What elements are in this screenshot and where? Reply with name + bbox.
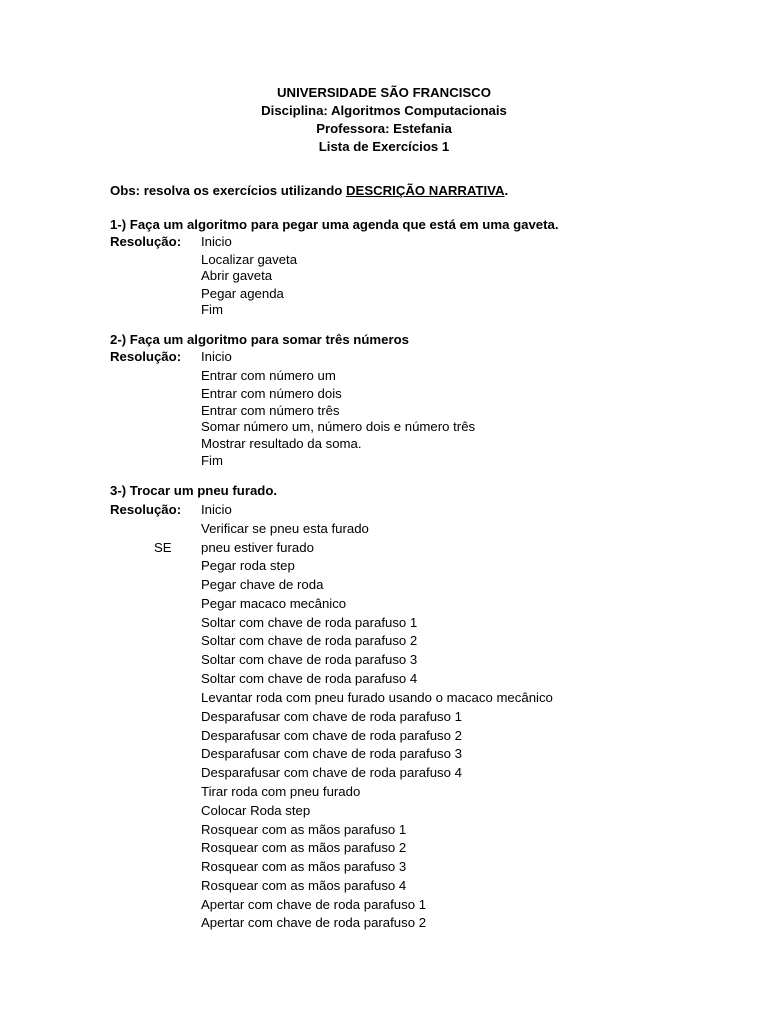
- exercise-1-step: Localizar gaveta: [201, 252, 298, 267]
- exercise-2-step: Entrar com número dois: [201, 386, 342, 401]
- exercise-2-step: Entrar com número um: [201, 368, 336, 383]
- exercise-3-step: Desparafusar com chave de roda parafuso 4: [201, 765, 462, 780]
- exercise-3-step: Inicio: [201, 502, 232, 517]
- exercise-3-step: Verificar se pneu esta furado: [201, 521, 369, 536]
- exercise-1-resolution-label: Resolução:: [110, 234, 182, 249]
- professor: Professora: Estefania: [316, 121, 452, 136]
- exercise-1-title: 1-) Faça um algoritmo para pegar uma agenda que está em uma gaveta.: [110, 217, 559, 232]
- exercise-3-title: 3-) Trocar um pneu furado.: [110, 483, 278, 498]
- discipline: Disciplina: Algoritmos Computacionais: [261, 103, 507, 118]
- exercise-3-step: Pegar roda step: [201, 558, 295, 573]
- exercise-3-step: Tirar roda com pneu furado: [201, 784, 361, 799]
- document-header: [0, 84, 768, 156]
- list-title: Lista de Exercícios 1: [318, 139, 450, 154]
- obs-prefix: Obs: resolva os exercícios utilizando: [110, 183, 346, 198]
- exercise-1-step: Inicio: [201, 234, 232, 249]
- exercise-3-step: Rosquear com as mãos parafuso 3: [201, 859, 407, 874]
- exercise-3-step: Colocar Roda step: [201, 803, 311, 818]
- exercise-1-step: Fim: [201, 302, 223, 317]
- exercise-3-step: Desparafusar com chave de roda parafuso 1: [201, 709, 462, 724]
- exercise-2-step: Mostrar resultado da soma.: [201, 436, 362, 451]
- exercise-3-step: Pegar macaco mecânico: [201, 596, 347, 611]
- exercise-3-step: Soltar com chave de roda parafuso 4: [201, 671, 418, 686]
- exercise-2-step: Fim: [201, 453, 223, 468]
- exercise-1-step: Pegar agenda: [201, 286, 284, 301]
- exercise-3-step: Desparafusar com chave de roda parafuso 3: [201, 746, 462, 761]
- exercise-3-step: Desparafusar com chave de roda parafuso 2: [201, 728, 462, 743]
- exercise-3-step: Levantar roda com pneu furado usando o macaco mecânico: [201, 690, 553, 705]
- exercise-3-step: Apertar com chave de roda parafuso 2: [201, 915, 427, 930]
- exercise-3-step: Apertar com chave de roda parafuso 1: [201, 897, 427, 912]
- obs-note: [110, 182, 508, 200]
- exercise-3-step: Rosquear com as mãos parafuso 4: [201, 878, 407, 893]
- exercise-3-step: Rosquear com as mãos parafuso 2: [201, 840, 407, 855]
- exercise-3-step: Soltar com chave de roda parafuso 3: [201, 652, 418, 667]
- exercise-3-step: Soltar com chave de roda parafuso 1: [201, 615, 418, 630]
- exercise-1-step: Abrir gaveta: [201, 268, 273, 283]
- obs-suffix: .: [504, 183, 509, 198]
- exercise-2-resolution-label: Resolução:: [110, 349, 182, 364]
- exercise-3-step: Rosquear com as mãos parafuso 1: [201, 822, 407, 837]
- exercise-2-step: Somar número um, número dois e número três: [201, 419, 476, 434]
- obs-emphasis: DESCRIÇÃO NARRATIVA: [346, 183, 505, 198]
- exercise-2-step: Entrar com número três: [201, 403, 340, 418]
- exercise-3-step: pneu estiver furado: [201, 540, 314, 555]
- exercise-3-step: Soltar com chave de roda parafuso 2: [201, 633, 418, 648]
- exercise-3-step: Pegar chave de roda: [201, 577, 324, 592]
- exercise-2-title: 2-) Faça um algoritmo para somar três números: [110, 332, 410, 347]
- exercise-3-resolution-label: Resolução:: [110, 502, 182, 517]
- exercise-2-step: Inicio: [201, 349, 232, 364]
- exercise-3-se-label: SE: [154, 540, 172, 555]
- university-name: UNIVERSIDADE SÃO FRANCISCO: [277, 85, 491, 100]
